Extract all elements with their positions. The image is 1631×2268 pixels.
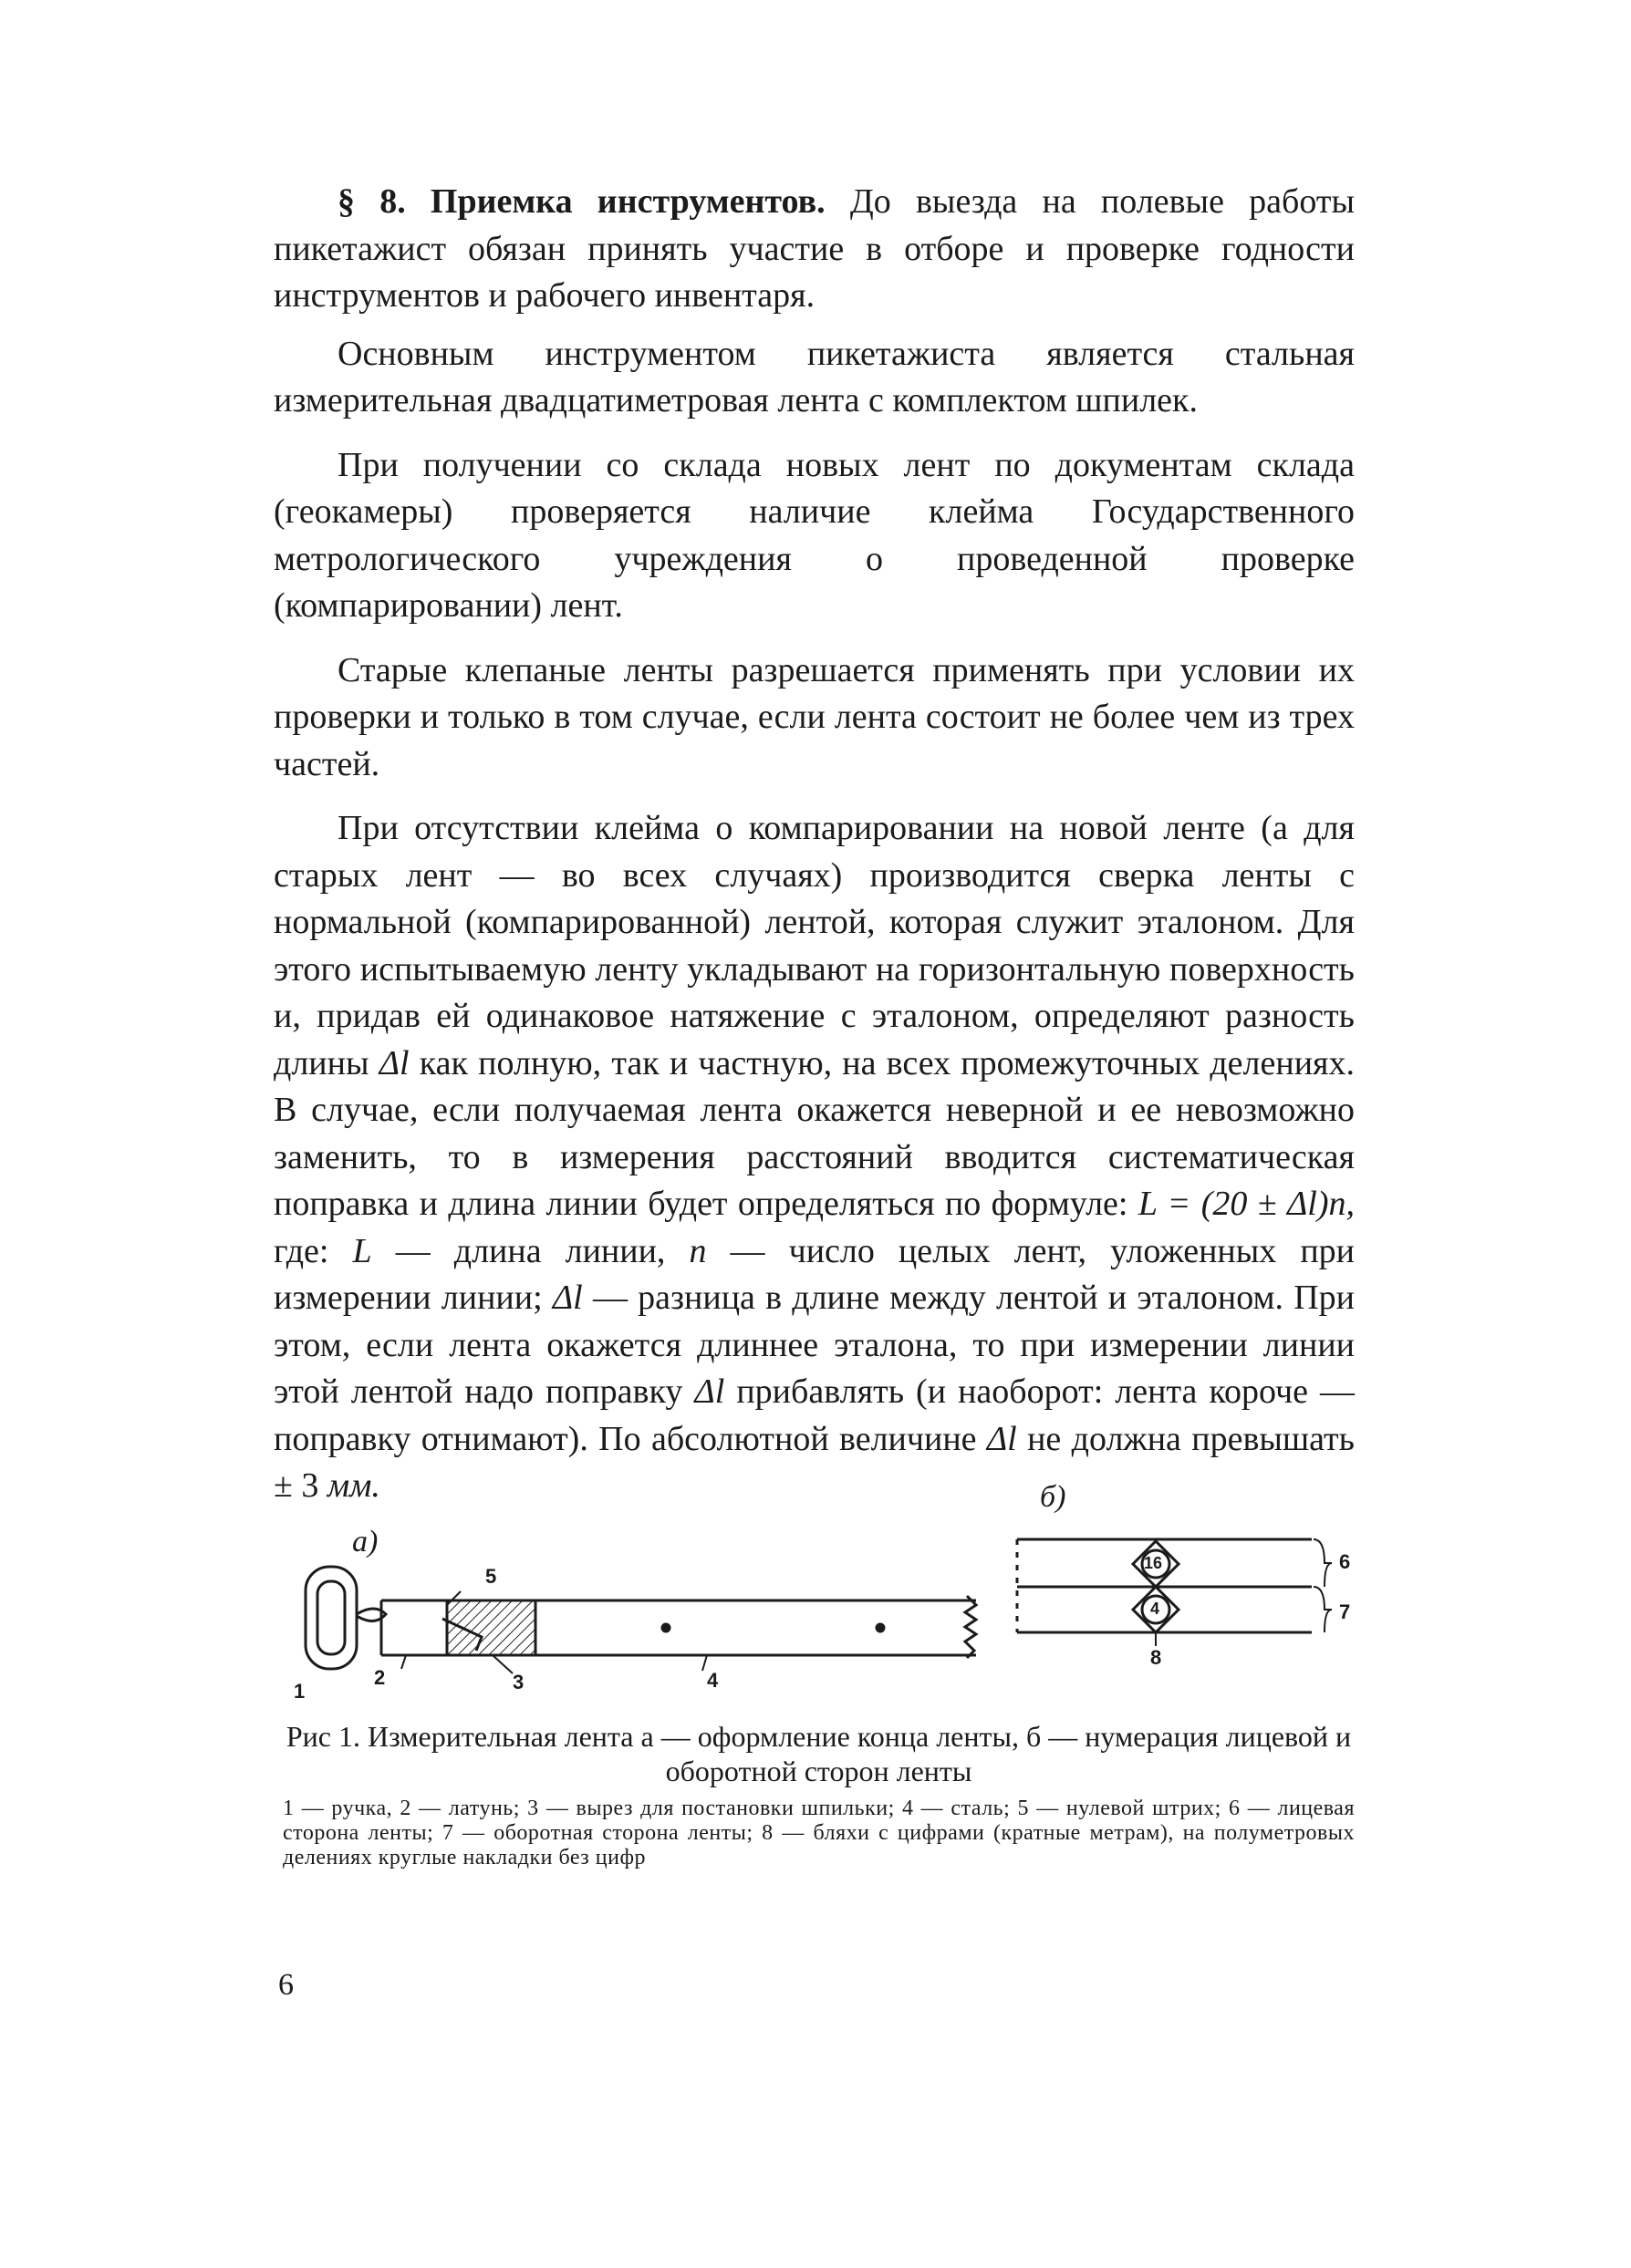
body-text bbox=[274, 179, 1355, 1528]
paragraph-3: При получении со склада новых лент по документам склада (геокамеры) проверяется наличие клейма Государственного метрологического учреждения о проведенной проверке (компарировании) лент. bbox=[274, 445, 1355, 625]
delta-l-symbol: Δl bbox=[694, 1372, 725, 1411]
rivet-dot bbox=[662, 1624, 670, 1631]
figure-drawing bbox=[274, 1477, 1368, 1714]
l-symbol: L bbox=[352, 1231, 372, 1270]
callout-8: 8 bbox=[1150, 1646, 1162, 1669]
figure-legend: 1 — ручка, 2 — латунь; 3 — вырез для постановки шпильки; 4 — сталь; 5 — нулевой штрих; 6 — лицевая сторона ленты; 7 — оборотная сторона ленты; 8 — бляхи с цифрами (кратные метрам), на полуметровых делениях круглые накладки без цифр bbox=[283, 1797, 1355, 1869]
delta-l-symbol: Δl bbox=[986, 1419, 1017, 1458]
tape-sides-drawing bbox=[1017, 1539, 1332, 1646]
callout-3: 3 bbox=[513, 1671, 525, 1693]
paragraph-4: Старые клепаные ленты разрешается применять при условии их проверки и только в том случае, если лента состоит не более чем из трех частей. bbox=[274, 650, 1355, 783]
brace-6 bbox=[1314, 1539, 1332, 1587]
rivet-dot bbox=[877, 1624, 884, 1631]
callout-2: 2 bbox=[374, 1666, 386, 1689]
paragraph-5-part: — длина линии, bbox=[371, 1231, 690, 1270]
front-plate-number: 16 bbox=[1144, 1554, 1163, 1572]
tape-end-drawing bbox=[306, 1567, 976, 1673]
paragraph-5-part: — число целых лент, уложенных при измерении линии; bbox=[274, 1231, 1355, 1317]
delta-l-symbol: Δl bbox=[552, 1279, 583, 1317]
paragraph-1-text: До выезда на полевые работы пикетажист обязан принять участие в отборе и проверке годности инструментов и рабочего инвентаря. bbox=[274, 182, 1355, 315]
callout-7: 7 bbox=[1339, 1600, 1351, 1623]
paragraph-5-part: не должна превышать ± 3 bbox=[274, 1419, 1355, 1505]
callout-4: 4 bbox=[707, 1669, 719, 1692]
figure-label-b: б) bbox=[1040, 1480, 1066, 1514]
brace-7 bbox=[1314, 1587, 1332, 1632]
paragraph-5 bbox=[274, 805, 1355, 1510]
n-symbol: n bbox=[689, 1231, 707, 1270]
unit-mm: мм. bbox=[327, 1466, 380, 1505]
paragraph-5-part: как полную, так и частную, на всех промежуточных делениях. В случае, если получаемая лента окажется неверной и ее невозможно заменить, то в измерения расстояний вводится систематическая поправка и длина линии будет определяться по формуле: bbox=[274, 1043, 1356, 1223]
paragraph-5-part: где: bbox=[274, 1231, 353, 1270]
figure-label-a: а) bbox=[352, 1525, 379, 1559]
paragraph-1 bbox=[274, 179, 1355, 320]
section-heading: § 8. Приемка инструментов. bbox=[338, 182, 826, 221]
tape-handle-inner bbox=[317, 1581, 345, 1654]
page-number: 6 bbox=[278, 1968, 294, 2002]
paragraph-5-part: При отсутствии клейма о компарировании на новой ленте (а для старых лент — во всех случаях) производится сверка ленты с нормальной (компарированной) лентой, которая служит эталоном. Для этого испытываемую ленту укладывают на горизонтальную поверхность и, придав ей одинаковое натяжение с эталоном, определяют разность длины bbox=[274, 809, 1355, 1082]
paragraph-5-part: прибавлять (и наоборот: лента короче — поправку отнимают). По абсолютной величине bbox=[274, 1372, 1355, 1458]
paragraph-2: Основным инструментом пикетажиста является стальная измерительная двадцатиметровая лента с комплектом шпилек. bbox=[274, 334, 1355, 419]
figure-caption: Рис 1. Измерительная лента а — оформление конца ленты, б — нумерация лицевой и оборотной сторон ленты bbox=[286, 1720, 1352, 1787]
leader-line-3 bbox=[493, 1655, 513, 1673]
length-formula: L = (20 ± Δl)n, bbox=[1138, 1185, 1355, 1223]
callout-6: 6 bbox=[1339, 1550, 1351, 1573]
callout-1: 1 bbox=[294, 1680, 306, 1703]
leader-line-2 bbox=[401, 1655, 406, 1669]
tape-break-zigzag bbox=[965, 1596, 976, 1658]
delta-l-symbol: Δl bbox=[379, 1043, 410, 1082]
back-plate-number: 4 bbox=[1150, 1600, 1160, 1618]
paragraph-5-part: — разница в длине между лентой и эталоном. При этом, если лента окажется длиннее эталона, то при измерении линии этой лентой надо поправку bbox=[274, 1279, 1356, 1411]
callout-5: 5 bbox=[485, 1565, 497, 1588]
figure-measuring-tape bbox=[274, 1477, 1368, 1751]
